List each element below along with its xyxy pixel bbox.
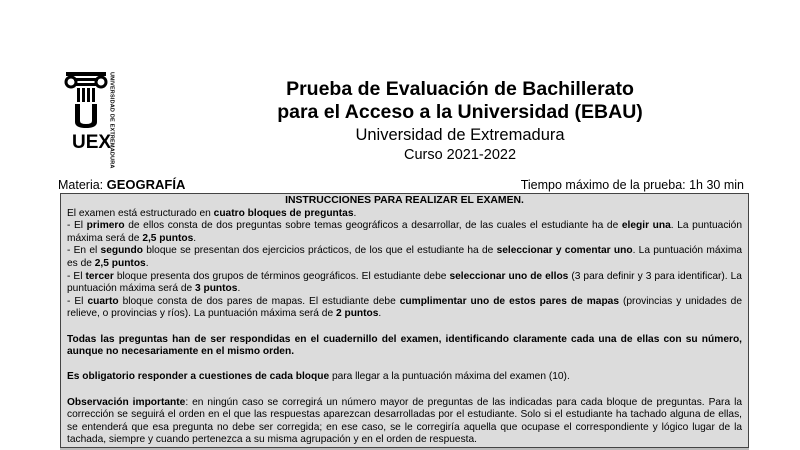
- bold-text: 2 puntos: [335, 308, 379, 320]
- bold-text: Es obligatorio responder a cuestiones de cada bloque: [67, 371, 330, 383]
- bold-text: segundo: [100, 245, 143, 257]
- bold-text: seleccionar uno de ellos: [449, 270, 569, 282]
- text: - El: [67, 270, 86, 282]
- text: . La puntuación máxima es de: [67, 245, 742, 269]
- bold-text: 3 puntos: [194, 283, 238, 295]
- bold-text: cuatro bloques de preguntas: [213, 207, 354, 219]
- bold-text: seleccionar y comentar uno: [496, 245, 633, 257]
- bold-text: primero: [86, 220, 125, 232]
- text: .: [145, 257, 149, 269]
- spacer: [67, 321, 742, 334]
- text: .: [353, 207, 357, 219]
- bold-text: Observación importante: [67, 396, 186, 408]
- text: - El: [67, 220, 87, 232]
- instructions-box: [60, 193, 749, 448]
- text: - El: [67, 295, 88, 307]
- bold-text: Todas las preguntas han de ser respondidas en el cuadernillo del examen, identificando claramente cada una de ellas con su número, aunque no necesariamente en el mismo orden.: [67, 333, 742, 358]
- text: bloque presenta dos grupos de términos geográficos. El estudiante debe: [113, 270, 450, 282]
- text: bloque consta de dos pares de mapas. El estudiante debe: [118, 295, 400, 307]
- bold-text: tercer: [85, 270, 114, 282]
- subject-name: GEOGRAFÍA: [106, 177, 186, 192]
- header-university: Universidad de Extremadura: [355, 126, 565, 144]
- meta-row: [58, 176, 748, 194]
- header-title-line2: para el Acceso a la Universidad (EBAU): [277, 101, 643, 123]
- instruction-block-2: [67, 245, 742, 270]
- instruction-mandatory: [67, 371, 742, 384]
- instruction-answer-booklet: [67, 334, 742, 359]
- text: El examen está estructurado en: [67, 207, 214, 219]
- instruction-important-note: [67, 397, 742, 447]
- instruction-block-1: [67, 220, 742, 245]
- logo-letters: UEX: [72, 132, 112, 152]
- text: de ellos consta de dos preguntas sobre temas geográficos a desarrollar, de las cuales el estudiante ha de: [124, 220, 622, 232]
- spacer: [67, 359, 742, 372]
- text: para llegar a la puntuación máxima del examen (10).: [329, 371, 570, 383]
- exam-header: [200, 78, 720, 165]
- logo-vertical-text: UNIVERSIDAD DE EXTREMADURA: [108, 72, 115, 169]
- bold-text: 2,5 puntos: [142, 232, 194, 244]
- text: .: [193, 232, 197, 244]
- max-time: Tiempo máximo de la prueba: 1h 30 min: [520, 178, 744, 192]
- instruction-block-3: [67, 271, 742, 296]
- bold-text: 2,5 puntos: [94, 257, 146, 269]
- subject-line: [58, 176, 185, 194]
- subject-label: Materia:: [58, 178, 107, 192]
- text: (provincias y unidades de relieve, o provincias y ríos). La puntuación máxima será de: [67, 295, 742, 320]
- text: . La puntuación máxima será de: [67, 220, 743, 244]
- header-course: Curso 2021-2022: [403, 147, 517, 163]
- text: (3 para definir y 3 para identificar). La puntuación máxima será de: [67, 270, 742, 295]
- text: : en ningún caso se corregirá un número mayor de preguntas de las indicadas para cada bloque de preguntas. Para la corrección se seguirá el orden en el que las respuestas aparezcan desarrolladas por el estudiante. Solo si el estudiante ha tachado alguna de ellas, se entenderá que esa pregunta no debe ser corregida; en ese caso, se le corregiría aquella que ocupase el correspondiente y lógico lugar de la tachada, siempre y cuando pertenezca a su misma agrupación y en el orden de respuesta.: [67, 396, 742, 446]
- bold-text: cumplimentar uno de estos pares de mapas: [399, 295, 620, 307]
- header-title-line1: Prueba de Evaluación de Bachillerato: [286, 78, 634, 100]
- instruction-block-4: [67, 296, 742, 321]
- instructions-title: INSTRUCCIONES PARA REALIZAR EL EXAMEN.: [285, 195, 524, 206]
- text: .: [378, 308, 382, 320]
- text: bloque se presentan dos ejercicios prácticos, de los que el estudiante ha de: [142, 245, 497, 257]
- text: - En el: [67, 245, 101, 257]
- bold-text: cuarto: [87, 295, 119, 307]
- spacer: [67, 384, 742, 397]
- bold-text: elegir una: [621, 220, 671, 232]
- text: .: [237, 283, 241, 295]
- instruction-structure: [67, 208, 742, 221]
